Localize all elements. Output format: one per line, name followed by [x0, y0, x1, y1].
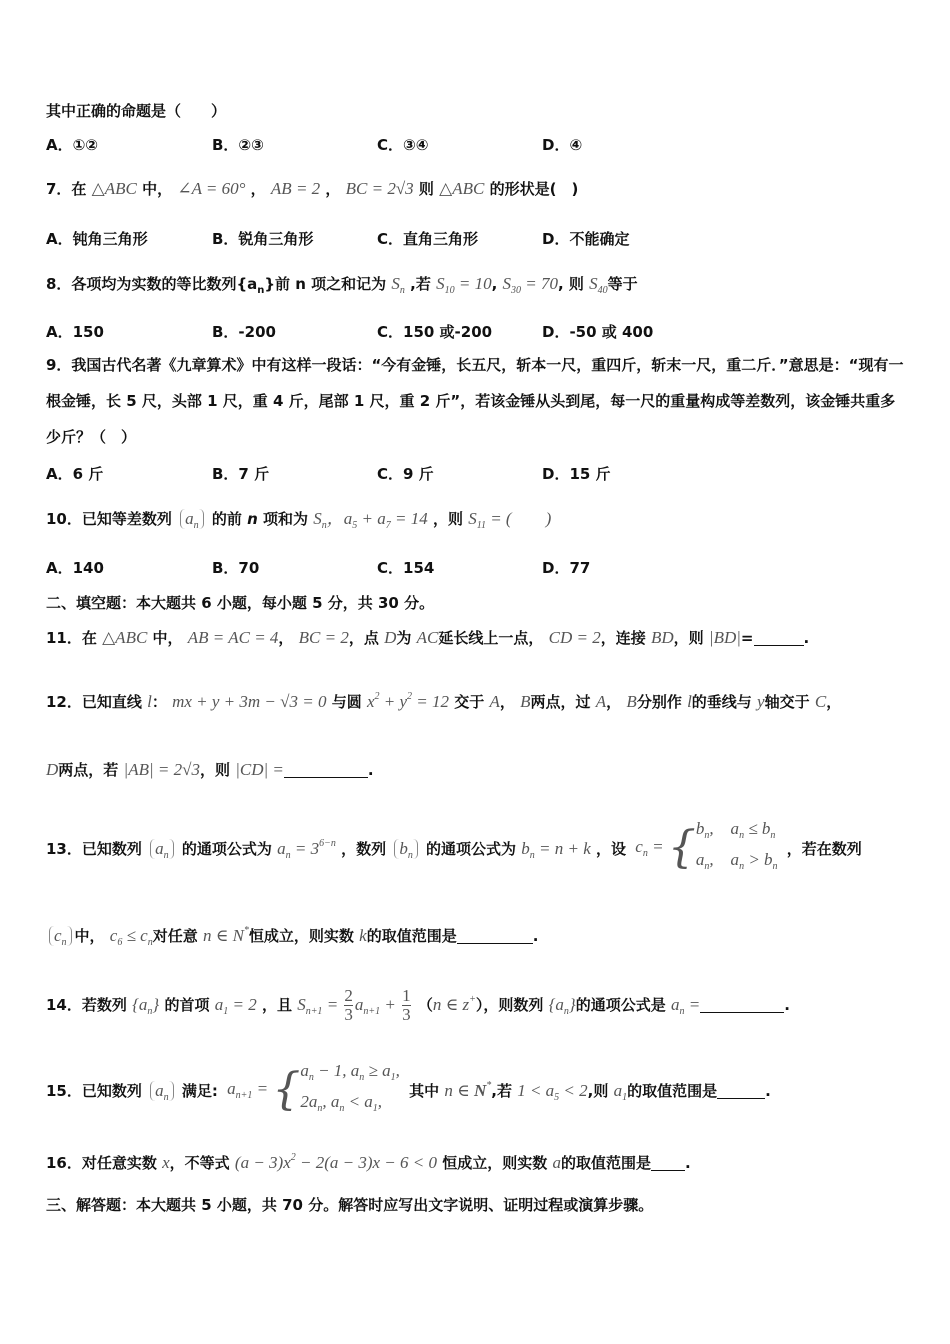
q8-option-b: B．-200 [212, 323, 276, 341]
math-s30: $S_{30} = 70$ [502, 274, 558, 296]
q6-option-d: D．④ [542, 136, 583, 154]
q15-stem: 15．已知数列 $a_n$ 满足: $a_{n+1} = \{a_n - 1$, $a_n \ge a_1$, $2a_n$, $a_n < a_1$, 其中 n ∈ N*,若 $1 < a_5 < 2$,则 $a_1$的取值范围是 . [46, 1058, 910, 1114]
answer-blank [700, 996, 784, 1013]
q10-option-a: A．140 [46, 559, 104, 577]
math-triangle-abc: △ABC [91, 179, 137, 198]
answer-blank [717, 1082, 765, 1099]
math-piecewise-cn: $c_n = \{b_n$, $a_n \le b_n$ $a_n$, $a_n > b_n$ [635, 819, 778, 874]
q6-stem: 其中正确的命题是（ ） [46, 102, 227, 120]
q12-stem: 12．已知直线 l： mx + y + 3m − √3 = 0 与圆 $x^2 + y^2 = 12$ 交于 A， B两点，过 A， B分别作 l的垂线与 y轴交于 C， [46, 691, 842, 711]
q14-stem: 14．若数列 $\{a_n\}$ 的首项 $a_1 = 2$ ，且 $S_{n+1}$ = $\frac{2}{3}$ $a_{n+1}$ + $\frac{1}{3}$ （n ∈ z+），则数列 $\{a_n\}$的通项公式是 $a_n$ = . [46, 986, 790, 1024]
q9-option-c: C．9 斤 [377, 465, 434, 483]
q10-option-d: D．77 [542, 559, 591, 577]
q8-option-d: D．-50 或 400 [542, 323, 654, 341]
math-sn: $S_n$，$a_5 + a_7 = 14$ [313, 509, 428, 531]
q6-option-a: A．①② [46, 136, 99, 154]
section-fill-in-title: 二、填空题：本大题共 6 小题，每小题 5 分，共 30 分。 [46, 594, 435, 612]
q10-stem: 10．已知等差数列 $a_n$ 的前 n 项和为 $S_n$，$a_5 + a_7 = 14$ ，则 $S_{11}$ = ( ) [46, 509, 552, 531]
answer-blank [651, 1154, 685, 1171]
math-piecewise-an: $a_{n+1} = \{a_n - 1$, $a_n \ge a_1$, $2a_n$, $a_n < a_1$, [227, 1061, 400, 1116]
q9-option-a: A．6 斤 [46, 465, 104, 483]
q10-option-b: B．70 [212, 559, 260, 577]
answer-blank [457, 927, 533, 944]
q7-option-b: B．锐角三角形 [212, 230, 314, 248]
q8-stem: 8．各项均为实数的等比数列$\{a_n\}$前 n 项之和记为 $S_n$ ,若 $S_{10} = 10$, $S_{30} = 70$, 则 $S_{40}$等于 [46, 274, 638, 296]
math-ab: AB = 2 [270, 179, 321, 198]
q12-stem-line2: D两点，若 |AB| = 2√3，则 |CD| = . [46, 760, 374, 779]
math-sn: $S_n$ [391, 274, 405, 296]
q16-stem: 16．对任意实数 x，不等式 $(a - 3)x^2 - 2(a - 3)x - 6 < 0$ 恒成立，则实数 a的取值范围是 . [46, 1152, 691, 1172]
math-angle-a: ∠A = 60° [177, 179, 246, 198]
answer-blank [754, 629, 804, 646]
q10-option-c: C．154 [377, 559, 435, 577]
q11-stem: 11．在 △ABC 中， AB = AC = 4， BC = 2，点 D为 AC延长线上一点， CD = 2，连接 BD，则 |BD|= . [46, 628, 810, 647]
q9-option-d: D．15 斤 [542, 465, 611, 483]
q9-option-b: B．7 斤 [212, 465, 270, 483]
q8-option-a: A．150 [46, 323, 104, 341]
q7-option-a: A．钝角三角形 [46, 230, 148, 248]
q7-option-c: C．直角三角形 [377, 230, 479, 248]
section-solution-title: 三、解答题：本大题共 5 小题，共 70 分。解答时应写出文字说明、证明过程或演算步骤。 [46, 1196, 654, 1214]
q7-stem: 7．在 △ABC 中， ∠A = 60° ， AB = 2 ， BC = 2√3 则 △ABC 的形状是( ) [46, 179, 579, 198]
q6-option-b: B．②③ [212, 136, 264, 154]
math-seq-an: $a_n$ [180, 509, 204, 529]
math-s10: $S_{10} = 10$ [436, 274, 492, 296]
q13-stem-line2: $c_n$ 中， $c_6 \le c_n$对任意 n ∈ N*恒成立，则实数 k的取值范围是 . [46, 920, 910, 954]
math-s11: $S_{11}$ = ( ) [468, 509, 552, 531]
q6-option-c: C．③④ [377, 136, 429, 154]
q13-stem: 13．已知数列 $a_n$ 的通项公式为 $a_n = 3^{6-n}$ ，数列 $b_n$ 的通项公式为 $b_n = n + k$ ，设 $c_n = \{b_n$, $a_n \le b_n$ $a_n$, $a_n > b_n$ ，若在数列 [46, 816, 910, 872]
math-bc: BC = 2√3 [345, 179, 414, 198]
math-s40: $S_{40}$ [589, 274, 608, 296]
q8-option-c: C．150 或-200 [377, 323, 493, 341]
answer-blank [284, 761, 368, 778]
math-triangle-abc: △ABC [439, 179, 485, 198]
q7-option-d: D．不能确定 [542, 230, 630, 248]
q9-stem: 9．我国古代名著《九章算术》中有这样一段话：“今有金锤，长五尺，斩本一尺，重四斤，斩末一尺，重二斤．”意思是：“现有一根金锤，长 5 尺，头部 1 尺，重 4 斤，尾部 1 尺，重 2 斤”，若该金锤从头到尾，每一尺的重量构成等差数列，该金锤共重多少斤？（ ） [46, 356, 904, 446]
